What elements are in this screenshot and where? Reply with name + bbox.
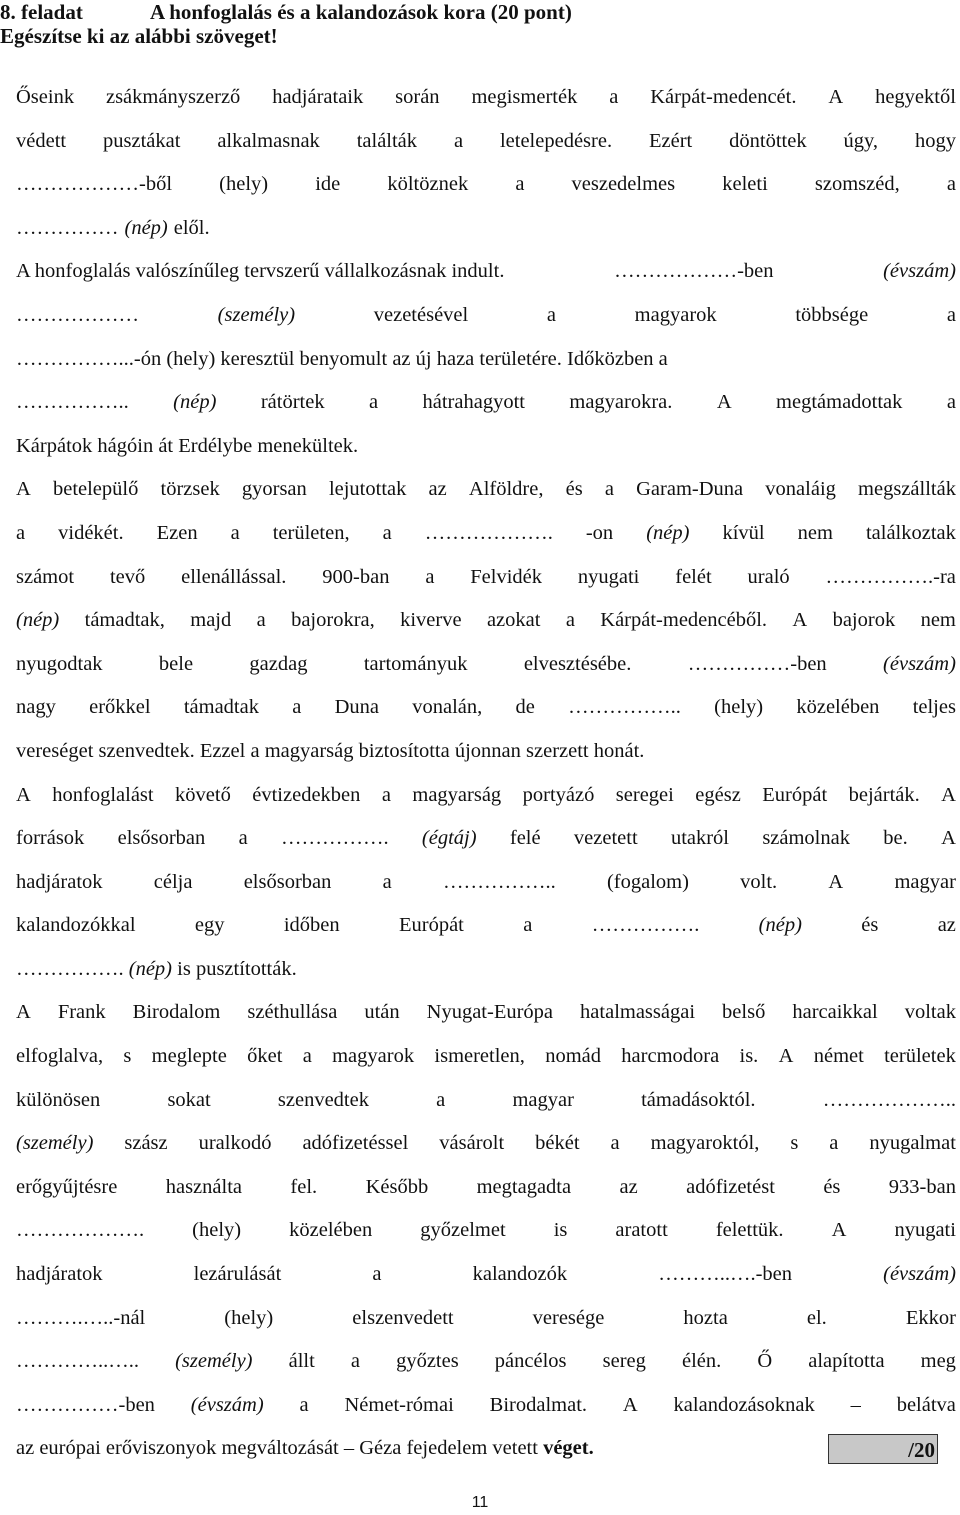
text-token: Garam-Duna: [636, 478, 744, 501]
text-token: Felvidék: [470, 565, 543, 588]
text-token: adófizetéssel: [302, 1132, 409, 1155]
text-token: pusztákat: [103, 129, 181, 152]
text-token: (hely): [219, 173, 269, 196]
text-token: magyar: [512, 1088, 574, 1111]
text-token: majd: [190, 609, 232, 632]
text-line: [16, 468, 956, 512]
text-line: [16, 207, 956, 251]
text-line: [16, 774, 956, 818]
text-token: számolnak: [762, 827, 850, 850]
text-token: A: [792, 609, 808, 632]
text-token: betelepülő: [52, 478, 139, 501]
text-token: a: [292, 696, 302, 719]
text-token: vásárolt: [439, 1132, 505, 1155]
text-token: a: [368, 391, 379, 414]
text-line: [16, 338, 956, 382]
text-line: [16, 120, 956, 164]
text-token: győztes: [396, 1350, 459, 1373]
text-token: a: [350, 1350, 360, 1373]
text-token: adófizetést: [686, 1175, 775, 1198]
text-token: A: [716, 391, 732, 414]
text-token: a: [609, 86, 619, 108]
text-token: A: [828, 870, 844, 893]
text-token: Később: [365, 1175, 429, 1198]
text-token: harcmodora: [621, 1045, 720, 1068]
text-token: megtagadta: [476, 1175, 572, 1198]
text-token: használta: [165, 1175, 242, 1198]
text-line: [16, 1253, 956, 1297]
text-line: [16, 1122, 956, 1166]
text-token: ………………..: [822, 1088, 956, 1111]
text-line: [16, 643, 956, 687]
text-token: is.: [739, 1045, 759, 1068]
text-token: a: [610, 1132, 620, 1155]
text-token: többsége: [795, 303, 869, 326]
text-token: számot: [16, 565, 75, 588]
text-token: volt.: [740, 870, 778, 893]
text-token: a: [604, 478, 614, 501]
text-token: vezetett: [573, 827, 638, 850]
text-line: [16, 512, 956, 556]
text-token: hogy: [914, 129, 956, 152]
text-token: –: [850, 1393, 861, 1416]
text-token: (fogalom): [606, 870, 689, 893]
text-token: (hely): [224, 1306, 274, 1329]
text-token: ……………: [16, 216, 119, 239]
text-token: alkalmasnak: [217, 129, 320, 152]
text-token: Frank: [57, 1001, 106, 1024]
text-token: voltak: [904, 1001, 956, 1024]
text-token: belső: [722, 1001, 766, 1024]
text-token: A: [778, 1045, 794, 1068]
text-token: ……….…..-nál: [16, 1306, 146, 1329]
text-token: különösen: [16, 1088, 101, 1111]
text-token: -on: [585, 521, 614, 544]
task-title: A honfoglalás és a kalandozások kora (20 pont): [150, 0, 572, 24]
text-token: széthullása: [247, 1001, 338, 1024]
text-token: az: [428, 478, 447, 501]
text-token: törzsek: [160, 478, 220, 501]
text-token: bejárták.: [848, 783, 920, 806]
text-token: kalandozók: [472, 1263, 568, 1286]
text-token: elszenvedett: [352, 1306, 454, 1329]
text-token: Európát: [398, 914, 464, 937]
text-token: hátrahagyott: [422, 391, 525, 414]
text-token: ……………...-ón (hely) keresztül benyomult az új haza területére. Időközben a: [16, 347, 668, 370]
text-token: a: [425, 565, 435, 588]
text-token: erőkkel: [89, 696, 151, 719]
text-token: aratott: [615, 1219, 668, 1242]
text-token: egy: [194, 914, 225, 937]
text-token: ide: [315, 173, 341, 196]
text-line: [16, 76, 956, 120]
text-token: hadjáratok: [16, 1263, 103, 1286]
text-line: [16, 861, 956, 905]
text-token: seregei: [615, 783, 674, 806]
text-token: megismerték: [471, 86, 578, 108]
text-token: veszedelmes: [571, 173, 676, 196]
text-token: források: [16, 827, 85, 850]
text-token: nyugodtak: [16, 652, 103, 675]
text-token: a: [946, 391, 956, 414]
text-token: a: [829, 1132, 839, 1155]
text-token: vonalán,: [412, 696, 483, 719]
text-token: német: [813, 1045, 864, 1068]
text-token: kalandozásoknak: [673, 1393, 815, 1416]
text-line: [16, 599, 956, 643]
text-token: békét: [535, 1132, 580, 1155]
text-token: uralkodó: [198, 1132, 272, 1155]
text-line: [16, 250, 956, 294]
text-token: Őseink: [16, 86, 75, 108]
text-token: be.: [883, 827, 908, 850]
text-token: a: [382, 870, 392, 893]
text-token: azokat: [486, 609, 541, 632]
text-token: 933-ban: [888, 1175, 956, 1198]
text-token: elől.: [173, 216, 210, 239]
text-line: [16, 425, 956, 469]
text-token: A: [16, 783, 31, 806]
text-token: után: [364, 1001, 400, 1024]
text-token: meglepte: [151, 1045, 227, 1068]
text-token: közelében: [289, 1219, 373, 1242]
text-token: támadásoktól.: [641, 1088, 756, 1111]
text-token: elsősorban: [117, 827, 206, 850]
text-token: (személy): [175, 1350, 253, 1373]
text-token: a: [436, 1088, 446, 1111]
text-token: és: [861, 914, 879, 937]
text-line: [16, 730, 956, 774]
text-token: ………………-ben: [614, 260, 774, 283]
text-token: ………………: [16, 303, 139, 326]
text-token: harcaikkal: [792, 1001, 878, 1024]
text-token: élén.: [681, 1350, 722, 1373]
text-token: találták: [356, 129, 418, 152]
text-token: (nép): [646, 521, 690, 544]
text-token: páncélos: [494, 1350, 567, 1373]
text-token: megszállták: [858, 478, 956, 501]
text-token: hegyektől: [875, 86, 956, 108]
text-token: az európai erőviszonyok megváltozását – Géza fejedelem vetett véget.: [16, 1437, 594, 1460]
task-instruction: Egészítse ki az alábbi szöveget!: [0, 24, 278, 48]
text-token: erőgyűjtésre: [16, 1175, 118, 1198]
text-token: nomád: [545, 1045, 601, 1068]
text-token: ……………….: [16, 1219, 145, 1242]
text-line: [16, 1427, 956, 1471]
text-token: kívül: [722, 521, 765, 544]
text-token: tartományuk: [363, 652, 468, 675]
text-token: Ezért: [648, 129, 693, 152]
text-token: nagy: [16, 696, 56, 719]
score-box: /20: [828, 1434, 938, 1464]
text-token: vidékét.: [58, 521, 124, 544]
page-number: 11: [471, 1494, 489, 1511]
text-token: nyugalmat: [869, 1132, 956, 1155]
text-token: hadjáratok: [16, 870, 103, 893]
text-token: támadtak: [183, 696, 259, 719]
text-token: Ekkor: [905, 1306, 956, 1329]
text-token: letelepedésre.: [499, 129, 613, 152]
text-token: szenvedtek: [277, 1088, 369, 1111]
task-header: [0, 0, 960, 48]
text-token: (személy): [217, 303, 296, 326]
text-token: magyarok: [634, 303, 717, 326]
text-token: közelében: [796, 696, 880, 719]
task-number: 8. feladat: [0, 0, 83, 24]
text-token: rátörtek: [260, 391, 325, 414]
text-token: …………..…..: [16, 1350, 139, 1373]
text-token: az: [937, 914, 956, 937]
text-token: A: [831, 1219, 847, 1242]
text-token: ……………-ben: [16, 1393, 155, 1416]
text-token: Német-római: [344, 1393, 454, 1416]
text-token: a: [238, 827, 248, 850]
text-token: s: [123, 1045, 132, 1068]
text-token: magyarokra.: [569, 391, 673, 414]
text-token: keleti: [722, 173, 768, 196]
text-token: költöznek: [387, 173, 469, 196]
text-token: A: [828, 86, 844, 108]
text-token: során: [395, 86, 440, 108]
text-token: uraló: [747, 565, 790, 588]
text-token: Európát: [762, 783, 828, 806]
text-token: (évszám): [190, 1393, 264, 1416]
text-token: (személy): [16, 1132, 94, 1155]
text-token: a: [256, 609, 266, 632]
text-token: honfoglalást: [52, 783, 154, 806]
text-token: a: [453, 129, 464, 152]
text-token: győzelmet: [420, 1219, 506, 1242]
text-token: és: [823, 1175, 841, 1198]
text-token: szomszéd,: [814, 173, 900, 196]
text-token: bajorokra,: [291, 609, 375, 632]
text-line: [16, 817, 956, 861]
text-token: hadjárataik: [272, 86, 364, 108]
text-token: portyázó: [522, 783, 595, 806]
text-token: 900-ban: [322, 565, 390, 588]
text-token: ………………-ből: [16, 173, 173, 196]
text-token: ……………. (nép) is pusztították.: [16, 957, 297, 980]
text-token: védett: [16, 129, 67, 152]
text-token: Birodalmat.: [489, 1393, 588, 1416]
text-line: [16, 1340, 956, 1384]
text-token: a: [16, 521, 26, 544]
text-token: lezárulását: [193, 1263, 282, 1286]
text-token: belátva: [896, 1393, 956, 1416]
text-token: a: [299, 1393, 309, 1416]
text-token: a: [381, 783, 391, 806]
text-token: találkoztak: [865, 521, 956, 544]
text-token: vezetésével: [373, 303, 469, 326]
text-token: nyugati: [577, 565, 640, 588]
text-token: Alföldre,: [468, 478, 544, 501]
text-token: állt: [288, 1350, 315, 1373]
text-token: kiverve: [400, 609, 462, 632]
text-token: bele: [158, 652, 194, 675]
text-token: területen,: [272, 521, 350, 544]
text-line: [16, 294, 956, 338]
text-token: egész: [695, 783, 741, 806]
text-token: a: [372, 1263, 382, 1286]
text-token: úgy,: [843, 129, 879, 152]
text-token: felét: [675, 565, 712, 588]
text-token: gazdag: [249, 652, 308, 675]
text-token: elvesztésébe.: [523, 652, 632, 675]
text-token: …………….-ra: [825, 565, 956, 588]
task-heading: [0, 0, 960, 24]
text-token: nyugati: [894, 1219, 956, 1242]
text-token: az: [619, 1175, 638, 1198]
text-line: [16, 381, 956, 425]
text-token: (hely): [192, 1219, 242, 1242]
text-token: (nép): [173, 391, 217, 414]
text-token: Nyugat-Európa: [426, 1001, 554, 1024]
text-token: ……………..: [568, 696, 681, 719]
text-token: elsősorban: [243, 870, 332, 893]
text-token: és: [565, 478, 583, 501]
text-token: sokat: [167, 1088, 211, 1111]
fill-in-text: [16, 76, 956, 1471]
text-token: a: [946, 173, 956, 196]
text-token: is: [553, 1219, 568, 1242]
text-line: [16, 991, 956, 1035]
text-token: a: [302, 1045, 312, 1068]
text-token: gyorsan: [241, 478, 307, 501]
text-token: …………….: [281, 827, 389, 850]
text-token: ………..….-ben: [658, 1263, 793, 1286]
text-token: nem: [920, 609, 956, 632]
text-token: (nép): [758, 914, 802, 937]
text-token: A: [16, 478, 31, 501]
text-token: támadtak,: [84, 609, 165, 632]
text-line: [16, 686, 956, 730]
text-token: döntöttek: [729, 129, 807, 152]
text-token: ismeretlen,: [434, 1045, 525, 1068]
text-token: a: [382, 521, 392, 544]
text-token: a: [546, 303, 556, 326]
text-token: alapította: [808, 1350, 885, 1373]
text-token: de: [515, 696, 535, 719]
text-token: vonaláig: [765, 478, 836, 501]
text-token: Kárpát-medencéből.: [600, 609, 768, 632]
text-token: a: [515, 173, 525, 196]
text-token: A: [941, 827, 956, 850]
text-line: [16, 1035, 956, 1079]
text-token: Kárpát-medencét.: [650, 86, 797, 108]
text-token: tevő: [109, 565, 146, 588]
text-token: bajorok: [832, 609, 896, 632]
text-token: kalandozókkal: [16, 914, 136, 937]
text-token: A honfoglalás valószínűleg tervszerű vállalkozásnak indult.: [16, 260, 505, 283]
text-token: magyaroktól,: [650, 1132, 760, 1155]
text-token: (évszám): [883, 260, 956, 283]
text-token: (nép): [16, 609, 60, 632]
text-token: őket: [247, 1045, 283, 1068]
text-token: teljes: [912, 696, 956, 719]
text-token: veresége: [532, 1306, 605, 1329]
text-token: s: [790, 1132, 799, 1155]
text-token: célja: [153, 870, 193, 893]
text-line: [16, 1166, 956, 1210]
text-token: magyarok: [332, 1045, 415, 1068]
text-token: meg: [920, 1350, 956, 1373]
text-token: (hely): [714, 696, 764, 719]
text-line: [16, 1297, 956, 1341]
text-token: Duna: [334, 696, 379, 719]
text-token: Ezen: [156, 521, 198, 544]
text-token: lejutottak: [328, 478, 407, 501]
text-line: [16, 163, 956, 207]
text-token: időben: [283, 914, 340, 937]
text-token: felé: [509, 827, 541, 850]
text-line: [16, 1384, 956, 1428]
text-token: ……………..: [16, 391, 129, 414]
text-token: A: [622, 1393, 638, 1416]
text-token: ellenállással.: [181, 565, 287, 588]
text-token: a: [523, 914, 533, 937]
text-token: A: [941, 783, 956, 806]
text-line: [16, 556, 956, 600]
text-token: A: [16, 1001, 31, 1024]
text-token: vereséget szenvedtek. Ezzel a magyarság biztosította újonnan szerzett honát.: [16, 739, 645, 762]
text-token: ……………..: [442, 870, 556, 893]
text-token: …………….: [591, 914, 700, 937]
text-line: [16, 1079, 956, 1123]
text-token: ……………-ben: [687, 652, 827, 675]
text-token: utakról: [670, 827, 730, 850]
text-line: [16, 1209, 956, 1253]
text-token: (nép): [124, 216, 168, 239]
text-token: (évszám): [883, 652, 956, 675]
text-token: magyarság: [412, 783, 502, 806]
text-token: megtámadottak: [776, 391, 903, 414]
text-token: (égtáj): [421, 827, 477, 850]
text-line: [16, 948, 956, 992]
text-token: zsákmányszerző: [105, 86, 241, 108]
text-token: Kárpátok hágóin át Erdélybe menekültek.: [16, 434, 359, 457]
text-token: fel.: [290, 1175, 318, 1198]
text-token: évtizedekben: [252, 783, 361, 806]
text-token: el.: [806, 1306, 827, 1329]
text-token: sereg: [602, 1350, 646, 1373]
text-token: Ő: [757, 1350, 773, 1373]
text-token: Birodalom: [132, 1001, 221, 1024]
text-token: nem: [797, 521, 833, 544]
text-token: felettük.: [715, 1219, 784, 1242]
text-token: követő: [175, 783, 231, 806]
text-token: a: [230, 521, 240, 544]
text-token: hozta: [683, 1306, 728, 1329]
text-token: a: [565, 609, 575, 632]
text-line: [16, 904, 956, 948]
text-token: a: [946, 303, 956, 326]
text-token: hatalmasságai: [580, 1001, 696, 1024]
text-token: elfoglalva,: [16, 1045, 104, 1068]
text-token: ……………….: [424, 521, 553, 544]
text-token: magyar: [894, 870, 956, 893]
text-token: (évszám): [883, 1263, 956, 1286]
text-token: szász: [124, 1132, 168, 1155]
text-token: területek: [884, 1045, 956, 1068]
